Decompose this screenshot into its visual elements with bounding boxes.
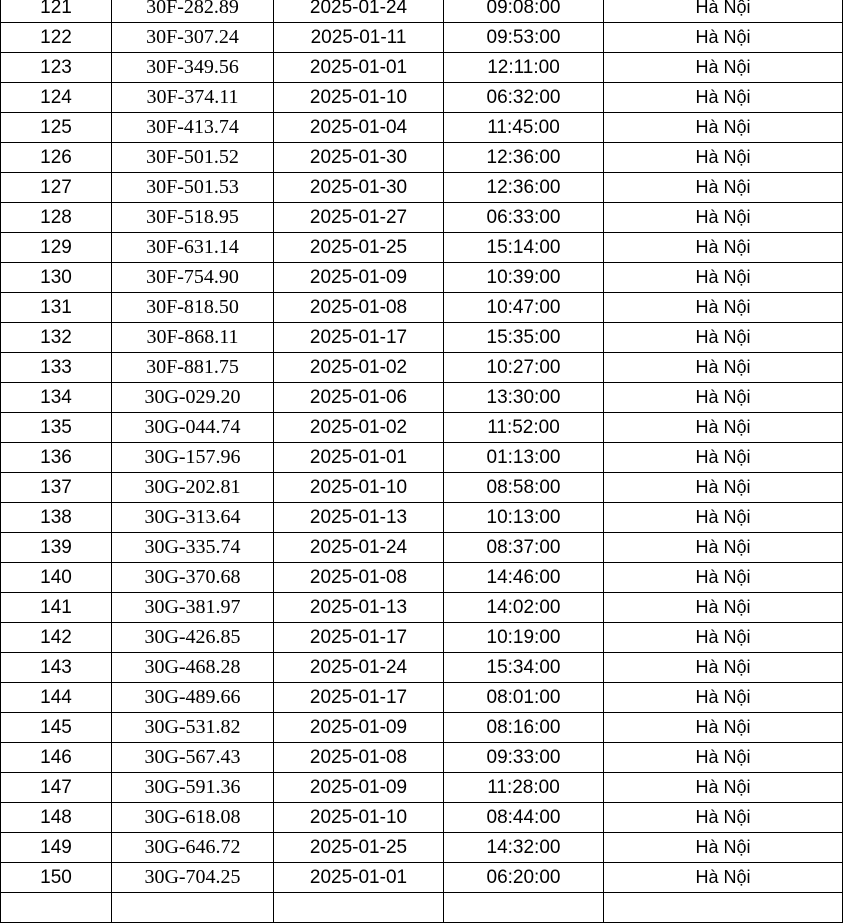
table-row <box>1 293 843 323</box>
time-cell: 10:13:00 <box>444 503 604 533</box>
license-plate-cell: 30F-518.95 <box>112 203 274 233</box>
table-row <box>1 263 843 293</box>
date-cell: 2025-01-09 <box>274 263 444 293</box>
date-cell: 2025-01-08 <box>274 293 444 323</box>
table-row <box>1 83 843 113</box>
license-plate-cell: 30G-202.81 <box>112 473 274 503</box>
row-number-cell: 129 <box>1 233 112 263</box>
table-row <box>1 713 843 743</box>
time-cell: 08:58:00 <box>444 473 604 503</box>
row-number-cell: 143 <box>1 653 112 683</box>
time-cell: 08:44:00 <box>444 803 604 833</box>
license-plate-cell: 30G-531.82 <box>112 713 274 743</box>
time-cell: 09:53:00 <box>444 23 604 53</box>
location-cell: Hà Nội <box>604 23 843 53</box>
time-cell: 15:14:00 <box>444 233 604 263</box>
time-cell: 15:35:00 <box>444 323 604 353</box>
location-cell: Hà Nội <box>604 53 843 83</box>
row-number-cell: 130 <box>1 263 112 293</box>
table-row <box>1 323 843 353</box>
location-cell: Hà Nội <box>604 83 843 113</box>
location-cell: Hà Nội <box>604 233 843 263</box>
time-cell: 08:37:00 <box>444 533 604 563</box>
license-plate-cell: 30G-567.43 <box>112 743 274 773</box>
table-row <box>1 413 843 443</box>
license-plate-cell: 30G-157.96 <box>112 443 274 473</box>
time-cell: 06:20:00 <box>444 863 604 893</box>
table-row <box>1 23 843 53</box>
license-plate-cell <box>112 893 274 923</box>
table-row <box>1 203 843 233</box>
time-cell: 10:27:00 <box>444 353 604 383</box>
table-row <box>1 503 843 533</box>
location-cell: Hà Nội <box>604 413 843 443</box>
license-plate-cell: 30F-307.24 <box>112 23 274 53</box>
location-cell: Hà Nội <box>604 623 843 653</box>
row-number-cell: 124 <box>1 83 112 113</box>
row-number-cell: 121 <box>1 0 112 23</box>
row-number-cell: 144 <box>1 683 112 713</box>
row-number-cell: 149 <box>1 833 112 863</box>
date-cell: 2025-01-24 <box>274 533 444 563</box>
license-plate-cell: 30G-704.25 <box>112 863 274 893</box>
date-cell: 2025-01-08 <box>274 743 444 773</box>
time-cell: 06:33:00 <box>444 203 604 233</box>
date-cell: 2025-01-10 <box>274 473 444 503</box>
location-cell: Hà Nội <box>604 803 843 833</box>
time-cell: 11:45:00 <box>444 113 604 143</box>
license-plate-cell: 30F-501.52 <box>112 143 274 173</box>
license-plate-cell: 30G-335.74 <box>112 533 274 563</box>
date-cell: 2025-01-09 <box>274 713 444 743</box>
date-cell: 2025-01-17 <box>274 623 444 653</box>
location-cell: Hà Nội <box>604 113 843 143</box>
time-cell: 11:28:00 <box>444 773 604 803</box>
table-row <box>1 383 843 413</box>
location-cell: Hà Nội <box>604 743 843 773</box>
location-cell: Hà Nội <box>604 383 843 413</box>
row-number-cell: 145 <box>1 713 112 743</box>
row-number-cell: 122 <box>1 23 112 53</box>
date-cell: 2025-01-17 <box>274 323 444 353</box>
table-row <box>1 473 843 503</box>
time-cell <box>444 893 604 923</box>
date-cell: 2025-01-06 <box>274 383 444 413</box>
date-cell: 2025-01-24 <box>274 653 444 683</box>
date-cell: 2025-01-13 <box>274 593 444 623</box>
date-cell: 2025-01-27 <box>274 203 444 233</box>
table-row <box>1 443 843 473</box>
time-cell: 06:32:00 <box>444 83 604 113</box>
location-cell: Hà Nội <box>604 203 843 233</box>
license-plate-cell: 30G-426.85 <box>112 623 274 653</box>
row-number-cell: 136 <box>1 443 112 473</box>
row-number-cell <box>1 893 112 923</box>
location-cell: Hà Nội <box>604 653 843 683</box>
time-cell: 01:13:00 <box>444 443 604 473</box>
table-row <box>1 233 843 263</box>
time-cell: 12:11:00 <box>444 53 604 83</box>
license-plate-cell: 30G-370.68 <box>112 563 274 593</box>
date-cell: 2025-01-17 <box>274 683 444 713</box>
table-row <box>1 563 843 593</box>
license-plate-cell: 30F-631.14 <box>112 233 274 263</box>
table-row <box>1 353 843 383</box>
time-cell: 10:39:00 <box>444 263 604 293</box>
table-row <box>1 863 843 893</box>
row-number-cell: 141 <box>1 593 112 623</box>
license-plate-cell: 30F-818.50 <box>112 293 274 323</box>
location-cell: Hà Nội <box>604 503 843 533</box>
time-cell: 10:19:00 <box>444 623 604 653</box>
date-cell: 2025-01-30 <box>274 143 444 173</box>
location-cell <box>604 893 843 923</box>
table-row <box>1 773 843 803</box>
time-cell: 12:36:00 <box>444 143 604 173</box>
date-cell: 2025-01-10 <box>274 83 444 113</box>
date-cell: 2025-01-13 <box>274 503 444 533</box>
license-plate-cell: 30G-646.72 <box>112 833 274 863</box>
license-plate-cell: 30F-282.89 <box>112 0 274 23</box>
date-cell: 2025-01-01 <box>274 443 444 473</box>
table-row <box>1 653 843 683</box>
location-cell: Hà Nội <box>604 713 843 743</box>
row-number-cell: 138 <box>1 503 112 533</box>
table-row <box>1 143 843 173</box>
table-row <box>1 173 843 203</box>
license-plate-cell: 30F-754.90 <box>112 263 274 293</box>
date-cell: 2025-01-02 <box>274 353 444 383</box>
table-row <box>1 113 843 143</box>
time-cell: 08:16:00 <box>444 713 604 743</box>
location-cell: Hà Nội <box>604 293 843 323</box>
time-cell: 09:08:00 <box>444 0 604 23</box>
location-cell: Hà Nội <box>604 473 843 503</box>
row-number-cell: 133 <box>1 353 112 383</box>
row-number-cell: 140 <box>1 563 112 593</box>
license-plate-cell: 30F-349.56 <box>112 53 274 83</box>
row-number-cell: 132 <box>1 323 112 353</box>
table-row <box>1 743 843 773</box>
time-cell: 11:52:00 <box>444 413 604 443</box>
table-row <box>1 53 843 83</box>
row-number-cell: 125 <box>1 113 112 143</box>
date-cell: 2025-01-04 <box>274 113 444 143</box>
time-cell: 12:36:00 <box>444 173 604 203</box>
license-plate-cell: 30F-881.75 <box>112 353 274 383</box>
license-plate-cell: 30G-489.66 <box>112 683 274 713</box>
location-cell: Hà Nội <box>604 263 843 293</box>
table-row <box>1 623 843 653</box>
time-cell: 10:47:00 <box>444 293 604 323</box>
location-cell: Hà Nội <box>604 533 843 563</box>
location-cell: Hà Nội <box>604 353 843 383</box>
date-cell: 2025-01-11 <box>274 23 444 53</box>
license-plate-cell: 30G-381.97 <box>112 593 274 623</box>
row-number-cell: 146 <box>1 743 112 773</box>
license-plate-cell: 30F-374.11 <box>112 83 274 113</box>
row-number-cell: 139 <box>1 533 112 563</box>
license-plate-cell: 30G-591.36 <box>112 773 274 803</box>
row-number-cell: 127 <box>1 173 112 203</box>
table-row <box>1 893 843 923</box>
row-number-cell: 134 <box>1 383 112 413</box>
date-cell: 2025-01-25 <box>274 833 444 863</box>
location-cell: Hà Nội <box>604 683 843 713</box>
row-number-cell: 123 <box>1 53 112 83</box>
time-cell: 08:01:00 <box>444 683 604 713</box>
location-cell: Hà Nội <box>604 833 843 863</box>
date-cell: 2025-01-08 <box>274 563 444 593</box>
row-number-cell: 137 <box>1 473 112 503</box>
table-row <box>1 0 843 23</box>
row-number-cell: 128 <box>1 203 112 233</box>
license-plate-cell: 30F-413.74 <box>112 113 274 143</box>
location-cell: Hà Nội <box>604 863 843 893</box>
time-cell: 09:33:00 <box>444 743 604 773</box>
date-cell: 2025-01-01 <box>274 863 444 893</box>
row-number-cell: 135 <box>1 413 112 443</box>
date-cell: 2025-01-24 <box>274 0 444 23</box>
row-number-cell: 150 <box>1 863 112 893</box>
date-cell: 2025-01-02 <box>274 413 444 443</box>
date-cell <box>274 893 444 923</box>
date-cell: 2025-01-30 <box>274 173 444 203</box>
time-cell: 14:32:00 <box>444 833 604 863</box>
license-plate-cell: 30F-868.11 <box>112 323 274 353</box>
license-plate-cell: 30G-618.08 <box>112 803 274 833</box>
table-row <box>1 593 843 623</box>
row-number-cell: 131 <box>1 293 112 323</box>
location-cell: Hà Nội <box>604 323 843 353</box>
row-number-cell: 147 <box>1 773 112 803</box>
location-cell: Hà Nội <box>604 0 843 23</box>
location-cell: Hà Nội <box>604 773 843 803</box>
date-cell: 2025-01-09 <box>274 773 444 803</box>
location-cell: Hà Nội <box>604 443 843 473</box>
license-plate-cell: 30F-501.53 <box>112 173 274 203</box>
license-plate-cell: 30G-468.28 <box>112 653 274 683</box>
table-row <box>1 803 843 833</box>
location-cell: Hà Nội <box>604 173 843 203</box>
license-plate-cell: 30G-313.64 <box>112 503 274 533</box>
table-row <box>1 833 843 863</box>
table-body <box>1 0 843 923</box>
date-cell: 2025-01-10 <box>274 803 444 833</box>
location-cell: Hà Nội <box>604 143 843 173</box>
license-plate-cell: 30G-029.20 <box>112 383 274 413</box>
row-number-cell: 142 <box>1 623 112 653</box>
license-plate-cell: 30G-044.74 <box>112 413 274 443</box>
date-cell: 2025-01-25 <box>274 233 444 263</box>
table-row <box>1 533 843 563</box>
time-cell: 15:34:00 <box>444 653 604 683</box>
location-cell: Hà Nội <box>604 593 843 623</box>
row-number-cell: 148 <box>1 803 112 833</box>
date-cell: 2025-01-01 <box>274 53 444 83</box>
time-cell: 14:46:00 <box>444 563 604 593</box>
time-cell: 14:02:00 <box>444 593 604 623</box>
time-cell: 13:30:00 <box>444 383 604 413</box>
row-number-cell: 126 <box>1 143 112 173</box>
table-row <box>1 683 843 713</box>
location-cell: Hà Nội <box>604 563 843 593</box>
